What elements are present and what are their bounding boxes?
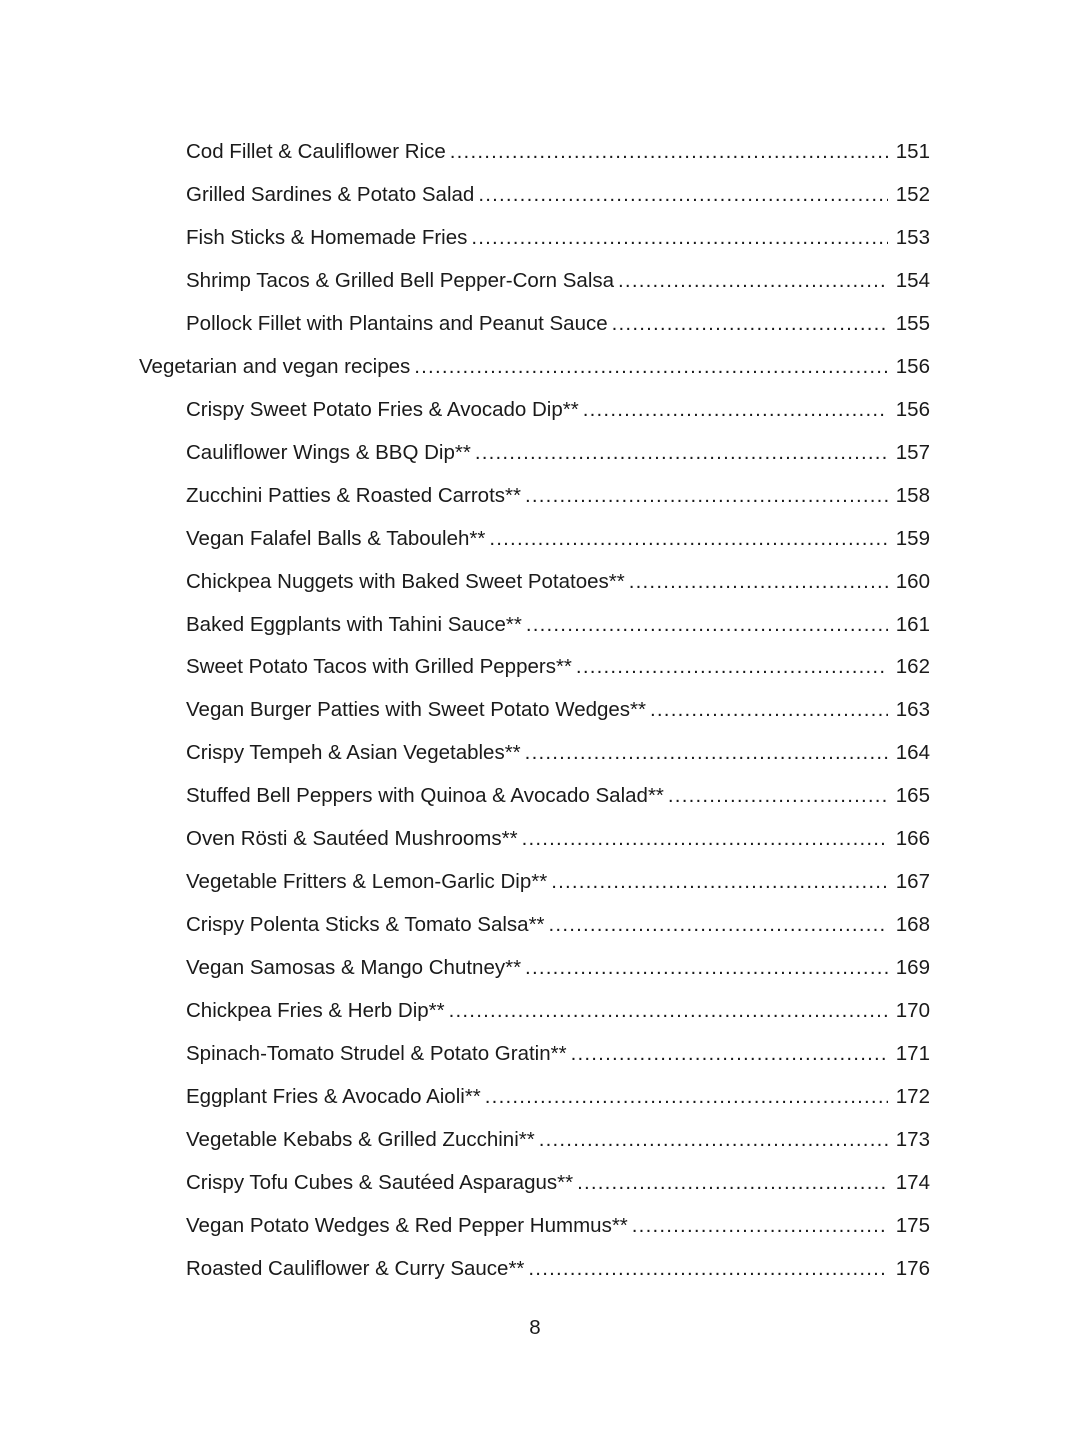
toc-entry-page: 153 [895, 226, 930, 250]
toc-entry-title: Oven Rösti & Sautéed Mushrooms** [186, 827, 518, 851]
toc-dot-leader [668, 786, 888, 807]
toc-entry-page: 155 [895, 311, 930, 335]
toc-entry[interactable] [0, 1119, 1070, 1162]
toc-dot-leader [475, 443, 888, 464]
toc-entry-title: Sweet Potato Tacos with Grilled Peppers** [186, 655, 572, 679]
toc-entry-title: Vegetable Fritters & Lemon-Garlic Dip** [186, 870, 548, 894]
toc-dot-leader [618, 271, 888, 292]
toc-entry-title: Grilled Sardines & Potato Salad [186, 183, 475, 207]
toc-dot-leader [571, 1044, 888, 1065]
toc-entry-page: 165 [895, 784, 930, 808]
toc-entry[interactable] [0, 217, 1070, 260]
toc-entry[interactable] [0, 1204, 1070, 1247]
toc-dot-leader [450, 142, 888, 163]
toc-dot-leader [583, 400, 888, 421]
toc-entry-page: 174 [895, 1170, 930, 1194]
toc-entry-title: Crispy Polenta Sticks & Tomato Salsa** [186, 913, 545, 937]
toc-entry-title: Vegan Samosas & Mango Chutney** [186, 956, 522, 980]
toc-entry-page: 175 [895, 1213, 930, 1237]
toc-entry-title: Vegan Falafel Balls & Tabouleh** [186, 526, 486, 550]
toc-entry-title: Chickpea Fries & Herb Dip** [186, 998, 445, 1022]
toc-entry[interactable] [0, 1076, 1070, 1119]
toc-entry[interactable] [0, 560, 1070, 603]
toc-entry-title: Crispy Tofu Cubes & Sautéed Asparagus** [186, 1170, 574, 1194]
toc-entry-page: 170 [895, 998, 930, 1022]
toc-entry-page: 158 [895, 483, 930, 507]
toc-entry-page: 154 [895, 269, 930, 293]
toc-entry-title: Spinach-Tomato Strudel & Potato Gratin** [186, 1041, 567, 1065]
toc-dot-leader [485, 1087, 888, 1108]
toc-entry-page: 163 [895, 698, 930, 722]
toc-entry-title: Crispy Sweet Potato Fries & Avocado Dip** [186, 397, 579, 421]
toc-dot-leader [525, 958, 888, 979]
toc-entry-page: 156 [895, 354, 930, 378]
toc-entry[interactable] [0, 775, 1070, 818]
toc-entry-page: 160 [895, 569, 930, 593]
toc-dot-leader [576, 657, 888, 678]
toc-entry-title: Vegetable Kebabs & Grilled Zucchini** [186, 1127, 535, 1151]
toc-entry-title: Baked Eggplants with Tahini Sauce** [186, 612, 522, 636]
toc-entry[interactable] [0, 517, 1070, 560]
toc-entry-page: 164 [895, 741, 930, 765]
toc-entry[interactable] [0, 131, 1070, 174]
toc-dot-leader [539, 1130, 888, 1151]
toc-entry-page: 152 [895, 183, 930, 207]
toc-dot-leader [650, 700, 888, 721]
toc-entry[interactable] [0, 603, 1070, 646]
toc-entry-page: 161 [895, 612, 930, 636]
toc-entry[interactable] [0, 732, 1070, 775]
toc-dot-leader [525, 743, 888, 764]
toc-entry-title: Pollock Fillet with Plantains and Peanut Sauce [186, 311, 608, 335]
toc-dot-leader [629, 572, 888, 593]
toc-entry-title: Cauliflower Wings & BBQ Dip** [186, 440, 471, 464]
toc-entry[interactable] [0, 432, 1070, 475]
toc-dot-leader [449, 1001, 888, 1022]
toc-entry-page: 159 [895, 526, 930, 550]
toc-entry[interactable] [0, 1033, 1070, 1076]
toc-entry[interactable] [0, 689, 1070, 732]
toc-entry[interactable] [0, 904, 1070, 947]
toc-section-entry[interactable] [0, 346, 1070, 389]
toc-entry-page: 156 [895, 397, 930, 421]
toc-dot-leader [612, 314, 888, 335]
toc-entry-page: 166 [895, 827, 930, 851]
page-number: 8 [529, 1316, 541, 1339]
toc-entry-title: Crispy Tempeh & Asian Vegetables** [186, 741, 521, 765]
toc-entry-title: Roasted Cauliflower & Curry Sauce** [186, 1256, 525, 1280]
toc-entry-page: 169 [895, 956, 930, 980]
toc-entry-title: Vegetarian and vegan recipes [139, 354, 411, 378]
toc-entry-page: 157 [895, 440, 930, 464]
toc-entry-title: Vegan Potato Wedges & Red Pepper Hummus** [186, 1213, 628, 1237]
toc-entry[interactable] [0, 303, 1070, 346]
toc-entry-page: 171 [895, 1041, 930, 1065]
toc-entry-page: 176 [895, 1256, 930, 1280]
toc-entry-title: Fish Sticks & Homemade Fries [186, 226, 468, 250]
toc-entry[interactable] [0, 475, 1070, 518]
toc-entry[interactable] [0, 260, 1070, 303]
toc-entry[interactable] [0, 1247, 1070, 1290]
toc-entry[interactable] [0, 646, 1070, 689]
toc-dot-leader [577, 1173, 888, 1194]
toc-entry-title: Eggplant Fries & Avocado Aioli** [186, 1084, 481, 1108]
toc-entry-page: 168 [895, 913, 930, 937]
toc-dot-leader [551, 872, 888, 893]
toc-entry-title: Zucchini Patties & Roasted Carrots** [186, 483, 521, 507]
toc-entry-title: Stuffed Bell Peppers with Quinoa & Avocado Salad** [186, 784, 664, 808]
toc-entry[interactable] [0, 389, 1070, 432]
toc-entry-page: 172 [895, 1084, 930, 1108]
toc-dot-leader [471, 228, 888, 249]
toc-dot-leader [526, 615, 888, 636]
toc-entry-title: Cod Fillet & Cauliflower Rice [186, 140, 446, 164]
toc-entry-title: Shrimp Tacos & Grilled Bell Pepper-Corn Salsa [186, 269, 615, 293]
toc-dot-leader [414, 357, 888, 378]
table-of-contents [0, 131, 1070, 1290]
toc-dot-leader [632, 1216, 888, 1237]
toc-dot-leader [549, 915, 888, 936]
toc-dot-leader [528, 1259, 888, 1280]
toc-entry[interactable] [0, 818, 1070, 861]
toc-entry-page: 173 [895, 1127, 930, 1151]
toc-entry-title: Chickpea Nuggets with Baked Sweet Potatoes** [186, 569, 625, 593]
toc-entry[interactable] [0, 947, 1070, 990]
toc-entry[interactable] [0, 990, 1070, 1033]
toc-dot-leader [478, 185, 888, 206]
toc-entry-title: Vegan Burger Patties with Sweet Potato Wedges** [186, 698, 647, 722]
toc-entry[interactable] [0, 1162, 1070, 1205]
toc-entry-page: 167 [895, 870, 930, 894]
toc-entry[interactable] [0, 861, 1070, 904]
toc-entry-page: 162 [895, 655, 930, 679]
toc-dot-leader [489, 529, 888, 550]
toc-dot-leader [525, 486, 888, 507]
toc-entry-page: 151 [895, 140, 930, 164]
toc-entry[interactable] [0, 174, 1070, 217]
toc-dot-leader [522, 829, 888, 850]
